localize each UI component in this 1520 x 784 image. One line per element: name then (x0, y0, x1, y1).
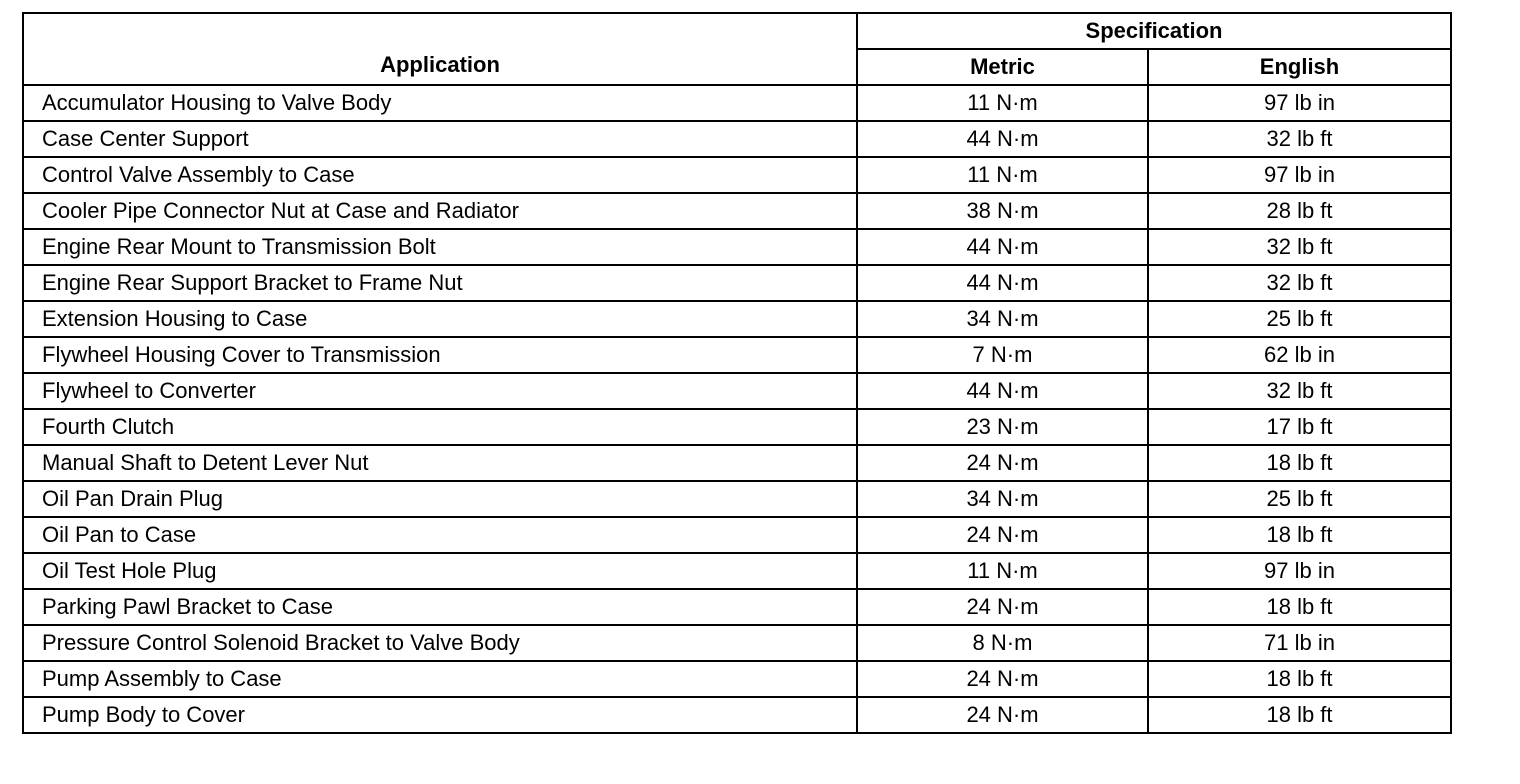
application-cell: Pump Body to Cover (23, 697, 857, 733)
application-cell: Pump Assembly to Case (23, 661, 857, 697)
english-value-cell: 62 lb in (1148, 337, 1451, 373)
metric-value-cell: 8 N·m (857, 625, 1148, 661)
table-row (23, 625, 1451, 661)
application-cell: Fourth Clutch (23, 409, 857, 445)
metric-value-cell: 24 N·m (857, 589, 1148, 625)
table-body (23, 85, 1451, 733)
metric-value-cell: 24 N·m (857, 445, 1148, 481)
table-row (23, 265, 1451, 301)
application-cell: Accumulator Housing to Valve Body (23, 85, 857, 121)
table-row (23, 229, 1451, 265)
table-row (23, 445, 1451, 481)
application-cell: Oil Pan to Case (23, 517, 857, 553)
metric-value-cell: 38 N·m (857, 193, 1148, 229)
table-row (23, 661, 1451, 697)
english-column-header: English (1148, 49, 1451, 85)
english-value-cell: 97 lb in (1148, 85, 1451, 121)
metric-value-cell: 44 N·m (857, 229, 1148, 265)
application-cell: Control Valve Assembly to Case (23, 157, 857, 193)
english-value-cell: 18 lb ft (1148, 589, 1451, 625)
english-value-cell: 18 lb ft (1148, 697, 1451, 733)
english-value-cell: 32 lb ft (1148, 265, 1451, 301)
table-row (23, 373, 1451, 409)
metric-value-cell: 11 N·m (857, 553, 1148, 589)
application-cell: Engine Rear Mount to Transmission Bolt (23, 229, 857, 265)
application-cell: Flywheel to Converter (23, 373, 857, 409)
english-value-cell: 18 lb ft (1148, 661, 1451, 697)
metric-value-cell: 11 N·m (857, 85, 1148, 121)
metric-value-cell: 44 N·m (857, 121, 1148, 157)
table-row (23, 589, 1451, 625)
metric-value-cell: 44 N·m (857, 373, 1148, 409)
metric-value-cell: 11 N·m (857, 157, 1148, 193)
metric-value-cell: 24 N·m (857, 697, 1148, 733)
english-value-cell: 71 lb in (1148, 625, 1451, 661)
metric-value-cell: 44 N·m (857, 265, 1148, 301)
english-value-cell: 32 lb ft (1148, 121, 1451, 157)
metric-value-cell: 24 N·m (857, 661, 1148, 697)
table-header (23, 13, 1451, 85)
english-value-cell: 32 lb ft (1148, 373, 1451, 409)
table-row (23, 337, 1451, 373)
metric-value-cell: 24 N·m (857, 517, 1148, 553)
header-row-top (23, 13, 1451, 49)
english-value-cell: 25 lb ft (1148, 301, 1451, 337)
application-cell: Manual Shaft to Detent Lever Nut (23, 445, 857, 481)
specification-column-header: Specification (857, 13, 1451, 49)
english-value-cell: 25 lb ft (1148, 481, 1451, 517)
metric-value-cell: 34 N·m (857, 301, 1148, 337)
table-row (23, 481, 1451, 517)
table-row (23, 697, 1451, 733)
table-row (23, 157, 1451, 193)
table-row (23, 553, 1451, 589)
table-row (23, 301, 1451, 337)
english-value-cell: 18 lb ft (1148, 517, 1451, 553)
table-row (23, 409, 1451, 445)
metric-value-cell: 7 N·m (857, 337, 1148, 373)
metric-value-cell: 23 N·m (857, 409, 1148, 445)
metric-value-cell: 34 N·m (857, 481, 1148, 517)
table-row (23, 193, 1451, 229)
application-cell: Oil Test Hole Plug (23, 553, 857, 589)
application-cell: Flywheel Housing Cover to Transmission (23, 337, 857, 373)
english-value-cell: 97 lb in (1148, 553, 1451, 589)
application-cell: Extension Housing to Case (23, 301, 857, 337)
table-row (23, 121, 1451, 157)
english-value-cell: 28 lb ft (1148, 193, 1451, 229)
english-value-cell: 32 lb ft (1148, 229, 1451, 265)
application-column-header: Application (23, 13, 857, 85)
english-value-cell: 17 lb ft (1148, 409, 1451, 445)
metric-column-header: Metric (857, 49, 1148, 85)
application-cell: Oil Pan Drain Plug (23, 481, 857, 517)
application-cell: Cooler Pipe Connector Nut at Case and Radiator (23, 193, 857, 229)
torque-specification-table (22, 12, 1452, 734)
application-cell: Engine Rear Support Bracket to Frame Nut (23, 265, 857, 301)
application-cell: Pressure Control Solenoid Bracket to Valve Body (23, 625, 857, 661)
table-row (23, 85, 1451, 121)
english-value-cell: 97 lb in (1148, 157, 1451, 193)
table-row (23, 517, 1451, 553)
english-value-cell: 18 lb ft (1148, 445, 1451, 481)
application-cell: Parking Pawl Bracket to Case (23, 589, 857, 625)
application-cell: Case Center Support (23, 121, 857, 157)
